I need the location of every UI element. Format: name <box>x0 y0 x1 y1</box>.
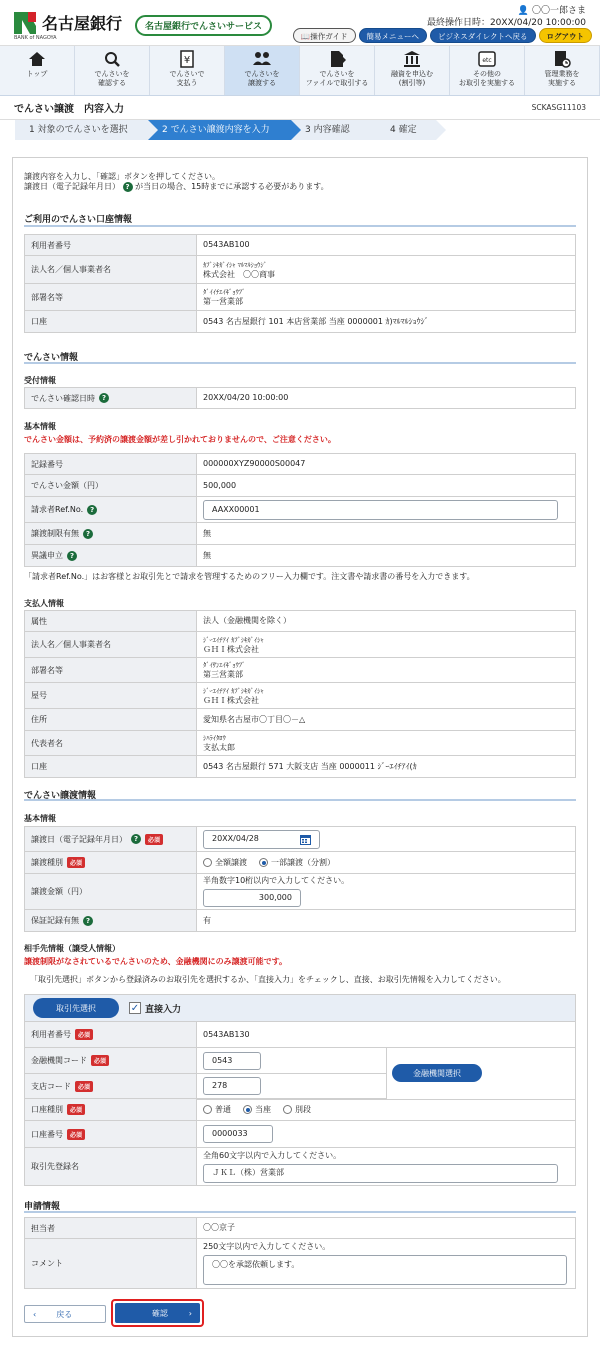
cp-row-bank-code: 金融機関コード 必須 0543 <box>24 1048 387 1074</box>
radio-full-transfer[interactable]: 全額譲渡 <box>203 858 247 868</box>
account-section-heading: ご利用のでんさい口座情報 <box>24 215 133 225</box>
screen-id: SCKASG11103 <box>531 103 586 112</box>
help-icon[interactable]: ? <box>131 834 141 844</box>
nav-file-transaction[interactable]: でんさいを ファイルで取引する <box>300 46 375 95</box>
confirm-button-highlight <box>111 1299 204 1327</box>
guide-button[interactable]: 📖操作ガイド <box>293 28 356 43</box>
payer-row-representative: 代表者名 ｼﾊﾗｲﾀﾛｳ 支払太郎 <box>24 731 576 756</box>
page-title: でんさい譲渡 内容入力 <box>14 104 124 115</box>
title-bar <box>0 96 600 120</box>
user-name-text: 〇〇一郎さま <box>531 6 586 16</box>
section-divider <box>24 362 576 364</box>
service-badge: 名古屋銀行でんさいサービス <box>135 15 272 36</box>
transfer-basic-subheading: 基本情報 <box>24 814 56 823</box>
amount-input[interactable]: 300,000 <box>203 889 301 907</box>
counterparty-select-bar <box>24 994 576 1022</box>
intro-line-2: 譲渡日（電子記録年月日） ? が当日の場合、15時までに承認する必要があります。 <box>24 182 329 191</box>
bank-name: 名古屋銀行 <box>42 14 123 33</box>
help-icon[interactable]: ? <box>67 551 77 561</box>
radio-partial-transfer[interactable]: 一部譲渡（分割） <box>259 858 335 868</box>
header <box>0 0 600 46</box>
basic-row-ref-no: 請求者Ref.No. ? AAXX00001 <box>24 497 576 523</box>
account-no-input[interactable]: 0000033 <box>203 1125 273 1143</box>
select-counterparty-button[interactable]: 取引先選択 <box>33 998 119 1018</box>
radio-ordinary[interactable]: 普通 <box>203 1105 231 1115</box>
ref-no-input[interactable]: AAXX00001 <box>203 500 558 520</box>
step-arrow <box>436 120 446 140</box>
cp-row-reg-name: 取引先登録名 全角60文字以内で入力してください。 ＪＫＬ（株）営業部 <box>24 1148 576 1186</box>
bank-name-en: BANK of NAGOYA <box>14 35 57 41</box>
header-buttons <box>293 28 592 43</box>
help-icon[interactable]: ? <box>99 393 109 403</box>
radio-icon <box>203 858 212 867</box>
transfer-section-heading: でんさい譲渡情報 <box>24 791 97 801</box>
history-icon <box>553 50 571 68</box>
nav-top[interactable]: トップ <box>0 46 75 95</box>
cp-row-account-no: 口座番号 必須 0000033 <box>24 1121 576 1148</box>
global-nav <box>0 46 600 96</box>
business-direct-button[interactable]: ビジネスダイレクトへ戻る <box>430 28 535 43</box>
radio-special[interactable]: 別段 <box>283 1105 311 1115</box>
counterparty-note: 「取引先選択」ボタンから登録済みのお取引先を選択するか、「直接入力」をチェックし、直接、お取引先情報を入力してください。 <box>30 975 506 984</box>
step-arrow <box>148 120 158 140</box>
search-icon <box>103 50 121 68</box>
confirm-button[interactable]: 確認 › <box>115 1303 200 1323</box>
app-row-comment: コメント 250文字以内で入力してください。 〇〇を承認依頼します。 <box>24 1239 576 1289</box>
radio-current[interactable]: 当座 <box>243 1105 271 1115</box>
nav-other-transactions[interactable]: etc その他の お取引を実施する <box>450 46 525 95</box>
account-row-company: 法人名／個人事業者名 ｶﾌﾞｼｷｶﾞｲｼｬ ﾏﾙﾏﾙｼｮｳｼﾞ 株式会社 〇〇商事 <box>24 256 576 284</box>
amount-hint: 半角数字10桁以内で入力してください。 <box>203 876 350 885</box>
home-icon <box>28 50 46 68</box>
step-3: 3 内容確認 <box>291 120 376 140</box>
payer-row-address: 住所 愛知県名古屋市〇丁目〇－△ <box>24 709 576 731</box>
cp-row-branch-code: 支店コード 必須 278 <box>24 1074 387 1099</box>
etc-icon <box>478 50 496 68</box>
back-button[interactable]: ‹ 戻る <box>24 1305 106 1323</box>
required-badge: 必須 <box>75 1029 93 1040</box>
book-icon: 📖 <box>300 32 311 41</box>
account-row-user-no: 利用者番号 0543AB100 <box>24 234 576 256</box>
chevron-left-icon: ‹ <box>33 1309 37 1319</box>
receipt-row-date: でんさい確認日時 ? 20XX/04/20 10:00:00 <box>24 387 576 409</box>
help-icon[interactable]: ? <box>83 916 93 926</box>
application-section-heading: 申請情報 <box>24 1202 61 1212</box>
account-row-account: 口座 0543 名古屋銀行 101 本店営業部 当座 0000001 ｶ)ﾏﾙﾏﾙｼｮｳｼﾞ <box>24 311 576 333</box>
payer-row-department: 部署名等 ﾀﾞｲｻﾝｴｲｷﾞｮｳﾌﾞ 第三営業部 <box>24 658 576 683</box>
svg-text:etc: etc <box>482 57 492 64</box>
nav-transfer-densai[interactable]: でんさいを 譲渡する <box>225 46 300 95</box>
required-badge: 必須 <box>67 1104 85 1115</box>
required-badge: 必須 <box>67 1129 85 1140</box>
nav-confirm-densai[interactable]: でんさいを 確認する <box>75 46 150 95</box>
section-divider <box>24 799 576 801</box>
transfer-row-guarantee: 保証記録有無 ? 有 <box>24 910 576 932</box>
radio-selected-icon <box>243 1105 252 1114</box>
basic-row-amount: でんさい金額（円） 500,000 <box>24 475 576 497</box>
user-icon: 👤 <box>517 6 530 16</box>
counterparty-subheading: 相手先情報（譲受人情報） <box>24 944 120 953</box>
app-row-person: 担当者 〇〇京子 <box>24 1217 576 1239</box>
payer-row-attribute: 属性 法人（金融機関を除く） <box>24 610 576 632</box>
basic-subheading: 基本情報 <box>24 422 56 431</box>
nav-management[interactable]: 管理業務を 実施する <box>525 46 600 95</box>
account-row-department: 部署名等 ﾀﾞｲｲﾁｴｲｷﾞｮｳﾌﾞ 第一営業部 <box>24 284 576 311</box>
reg-name-hint: 全角60文字以内で入力してください。 <box>203 1150 342 1160</box>
basic-row-restriction: 譲渡制限有無 ? 無 <box>24 523 576 545</box>
last-operation: 最終操作日時：20XX/04/20 10:00:00 <box>426 18 586 28</box>
help-icon[interactable]: ? <box>83 529 93 539</box>
intro-line-1: 譲渡内容を入力し、「確認」ボタンを押してください。 <box>24 172 220 181</box>
payer-row-company: 法人名／個人事業者名 ｼﾞｰｴｲﾁｱｲ ｶﾌﾞｼｷｶﾞｲｼｬ ＧＨＩ株式会社 <box>24 632 576 658</box>
help-icon[interactable]: ? <box>123 182 133 192</box>
transfer-people-icon <box>253 50 271 68</box>
required-badge: 必須 <box>67 857 85 868</box>
payer-subheading: 支払人情報 <box>24 599 64 608</box>
branch-code-input[interactable]: 278 <box>203 1077 261 1095</box>
checkbox-checked-icon: ✓ <box>130 1002 140 1014</box>
bank-code-input[interactable]: 0543 <box>203 1052 261 1070</box>
yen-document-icon <box>178 50 196 68</box>
basic-row-record-no: 記録番号 000000XYZ90000S00047 <box>24 453 576 475</box>
radio-icon <box>203 1105 212 1114</box>
step-1: 1 対象のでんさいを選択 <box>15 120 148 140</box>
comment-hint: 250文字以内で入力してください。 <box>203 1242 331 1251</box>
densai-section-heading: でんさい情報 <box>24 353 79 363</box>
transfer-row-date: 譲渡日（電子記録年月日） ? 必須 20XX/04/28 <box>24 826 576 852</box>
reg-name-input[interactable]: ＪＫＬ（株）営業部 <box>203 1164 558 1183</box>
chevron-right-icon: › <box>188 1308 192 1318</box>
step-arrow <box>291 120 301 140</box>
bank-logo[interactable] <box>14 11 123 41</box>
radio-icon <box>283 1105 292 1114</box>
required-badge: 必須 <box>145 834 163 845</box>
comment-textarea[interactable]: 〇〇を承認依頼します。 <box>203 1255 567 1285</box>
file-transfer-icon <box>328 50 346 68</box>
counterparty-warning: 譲渡制限がなされているでんさいのため、金融機関にのみ譲渡可能です。 <box>24 957 287 966</box>
payer-row-trade-name: 屋号 ｼﾞｰｴｲﾁｱｲ ｶﾌﾞｼｷｶﾞｲｼｬ ＧＨＩ株式会社 <box>24 683 576 709</box>
logout-button[interactable]: ログアウト <box>539 28 593 43</box>
help-icon[interactable]: ? <box>87 505 97 515</box>
calendar-icon[interactable] <box>300 834 311 845</box>
cp-row-user-no: 利用者番号 必須 0543AB130 <box>24 1022 576 1048</box>
bank-logo-mark-icon <box>14 12 36 34</box>
svg-text:¥: ¥ <box>183 55 191 66</box>
bank-select-button[interactable]: 金融機関選択 <box>392 1064 482 1082</box>
simple-menu-button[interactable]: 簡易メニューへ <box>359 28 428 43</box>
transfer-row-amount: 譲渡金額（円） 半角数字10桁以内で入力してください。 300,000 <box>24 874 576 910</box>
cp-row-account-type: 口座種別 必須 普通 当座 別段 <box>24 1099 576 1121</box>
ref-no-note: 「請求者Ref.No.」はお客様とお取引先とで請求を管理するためのフリー入力欄です。注文書や請求書の番号を入力できます。 <box>24 572 475 581</box>
radio-selected-icon <box>259 858 268 867</box>
direct-input-checkbox[interactable]: ✓ 直接入力 <box>130 1002 182 1015</box>
basic-row-objection: 異議申立 ? 無 <box>24 545 576 567</box>
step-4: 4 確定 <box>376 120 436 140</box>
section-divider <box>24 225 576 227</box>
payer-row-account: 口座 0543 名古屋銀行 571 大阪支店 当座 0000011 ｼﾞｰｴｲﾁｱｲ(ｶ <box>24 756 576 778</box>
transfer-row-type: 譲渡種別 必須 全額譲渡 一部譲渡（分割） <box>24 852 576 874</box>
nav-pay-densai[interactable]: ¥ でんさいで 支払う <box>150 46 225 95</box>
required-badge: 必須 <box>91 1055 109 1066</box>
section-divider <box>24 1211 576 1213</box>
loan-icon <box>403 50 421 68</box>
amount-warning: でんさい金額は、予約済の譲渡金額が差し引かれておりませんので、ご注意ください。 <box>24 435 336 444</box>
nav-loan[interactable]: 融資を申込む (割引等) <box>375 46 450 95</box>
receipt-subheading: 受付情報 <box>24 376 56 385</box>
required-badge: 必須 <box>75 1081 93 1092</box>
transfer-date-input[interactable]: 20XX/04/28 <box>203 830 320 849</box>
step-arrow <box>376 120 386 140</box>
step-indicator <box>15 120 436 140</box>
step-2: 2 でんさい譲渡内容を入力 <box>148 120 291 140</box>
